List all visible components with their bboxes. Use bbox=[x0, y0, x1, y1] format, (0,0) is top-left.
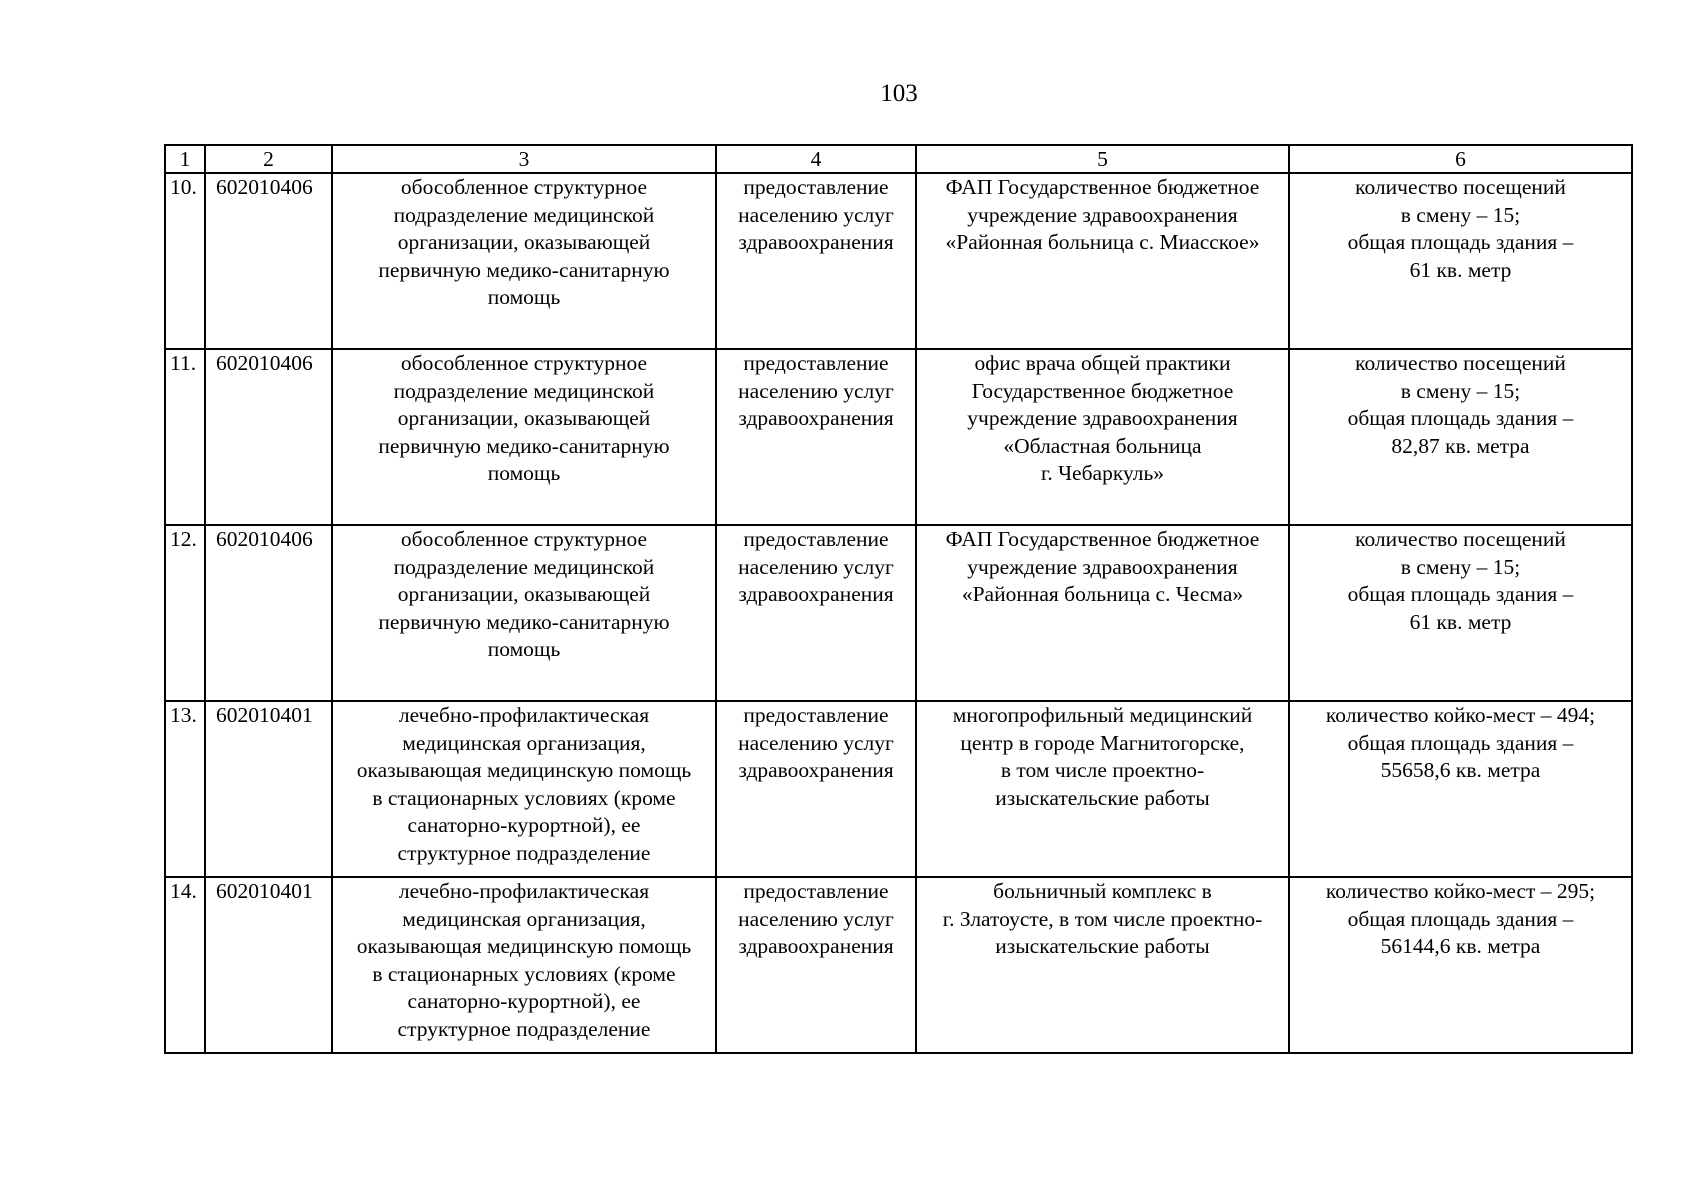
cell-text-line: офис врача общей практики bbox=[974, 351, 1231, 375]
cell-text-line: оказывающая медицинскую помощь bbox=[356, 758, 692, 782]
object-name-cell bbox=[916, 349, 1289, 525]
purpose-cell bbox=[716, 701, 916, 877]
header-cell: 6 bbox=[1289, 145, 1632, 173]
cell-text-line: предоставление bbox=[743, 175, 889, 199]
cell-text-line: помощь bbox=[487, 637, 561, 661]
object-name-cell bbox=[916, 173, 1289, 349]
code-cell: 602010406 bbox=[205, 525, 332, 701]
purpose-cell bbox=[716, 173, 916, 349]
characteristics-cell bbox=[1289, 525, 1632, 701]
cell-text-line: обособленное структурное bbox=[400, 527, 648, 551]
cell-text-line: количество посещений bbox=[1355, 527, 1566, 551]
code-cell: 602010401 bbox=[205, 877, 332, 1053]
purpose-cell bbox=[716, 877, 916, 1053]
object-type-cell bbox=[332, 877, 716, 1053]
cell-text-line: изыскательские работы bbox=[995, 785, 1210, 810]
purpose-cell bbox=[716, 525, 916, 701]
object-type-cell bbox=[332, 173, 716, 349]
cell-text-line: здравоохранения bbox=[738, 230, 894, 254]
characteristics-cell bbox=[1289, 349, 1632, 525]
code-cell: 602010406 bbox=[205, 349, 332, 525]
table-row bbox=[165, 701, 1632, 877]
cell-text-line: 56144,6 кв. метра bbox=[1380, 934, 1541, 958]
cell-text-line: в стационарных условиях (кроме bbox=[372, 785, 676, 810]
cell-text-line: 82,87 кв. метра bbox=[1391, 433, 1530, 458]
cell-text-line: санаторно-курортной), ее bbox=[407, 989, 641, 1013]
cell-text-line: Государственное бюджетное bbox=[971, 378, 1234, 403]
cell-text-line: предоставление bbox=[743, 351, 889, 375]
row-number-cell: 12. bbox=[165, 525, 205, 701]
cell-text-line: 61 кв. метр bbox=[1409, 257, 1512, 282]
object-name-cell bbox=[916, 525, 1289, 701]
table-row bbox=[165, 349, 1632, 525]
cell-text-line: первичную медико-санитарную bbox=[378, 609, 670, 634]
header-cell: 3 bbox=[332, 145, 716, 173]
purpose-cell bbox=[716, 349, 916, 525]
cell-text-line: здравоохранения bbox=[738, 582, 894, 606]
cell-text-line: структурное подразделение bbox=[397, 1016, 651, 1041]
cell-text-line: помощь bbox=[487, 285, 561, 309]
cell-text-line: предоставление bbox=[743, 527, 889, 551]
cell-text-line: структурное подразделение bbox=[397, 840, 651, 865]
cell-text-line: больничный комплекс в bbox=[993, 879, 1212, 903]
cell-text-line: населению услуг bbox=[738, 202, 894, 227]
table-header-row bbox=[165, 145, 1632, 173]
cell-text-line: организации, оказывающей bbox=[397, 582, 651, 606]
characteristics-cell bbox=[1289, 877, 1632, 1053]
page-number: 103 bbox=[880, 80, 918, 107]
header-cell: 2 bbox=[205, 145, 332, 173]
cell-text-line: «Районная больница с. Чесма» bbox=[961, 582, 1244, 606]
cell-text-line: санаторно-курортной), ее bbox=[407, 813, 641, 837]
table-row bbox=[165, 877, 1632, 1053]
characteristics-cell bbox=[1289, 701, 1632, 877]
cell-text-line: обособленное структурное bbox=[400, 351, 648, 375]
cell-text-line: помощь bbox=[487, 461, 561, 485]
cell-text-line: в том числе проектно- bbox=[1000, 758, 1205, 782]
cell-text-line: в смену – 15; bbox=[1400, 202, 1521, 227]
header-cell: 1 bbox=[165, 145, 205, 173]
cell-text-line: количество посещений bbox=[1355, 351, 1566, 375]
cell-text-line: «Районная больница с. Миасское» bbox=[945, 230, 1260, 254]
cell-text-line: 55658,6 кв. метра bbox=[1380, 758, 1541, 782]
cell-text-line: количество посещений bbox=[1355, 175, 1566, 199]
object-type-cell bbox=[332, 701, 716, 877]
code-cell: 602010401 bbox=[205, 701, 332, 877]
cell-text-line: медицинская организация, bbox=[402, 906, 646, 931]
cell-text-line: общая площадь здания – bbox=[1347, 730, 1574, 755]
cell-text-line: «Областная больница bbox=[1003, 433, 1202, 458]
header-cell: 5 bbox=[916, 145, 1289, 173]
code-cell: 602010406 bbox=[205, 173, 332, 349]
cell-text-line: в стационарных условиях (кроме bbox=[372, 961, 676, 986]
cell-text-line: подразделение медицинской bbox=[393, 554, 655, 579]
object-type-cell bbox=[332, 525, 716, 701]
cell-text-line: организации, оказывающей bbox=[397, 230, 651, 254]
objects-table bbox=[164, 144, 1633, 1054]
cell-text-line: медицинская организация, bbox=[402, 730, 646, 755]
cell-text-line: лечебно-профилактическая bbox=[398, 703, 650, 727]
cell-text-line: общая площадь здания – bbox=[1347, 406, 1574, 430]
cell-text-line: ФАП Государственное бюджетное bbox=[945, 175, 1260, 199]
cell-text-line: в смену – 15; bbox=[1400, 378, 1521, 403]
cell-text-line: г. Златоусте, в том числе проектно- bbox=[942, 906, 1263, 931]
cell-text-line: подразделение медицинской bbox=[393, 202, 655, 227]
cell-text-line: учреждение здравоохранения bbox=[967, 202, 1238, 227]
cell-text-line: населению услуг bbox=[738, 906, 894, 931]
table-row bbox=[165, 173, 1632, 349]
cell-text-line: г. Чебаркуль» bbox=[1040, 461, 1165, 485]
cell-text-line: лечебно-профилактическая bbox=[398, 879, 650, 903]
object-type-cell bbox=[332, 349, 716, 525]
cell-text-line: общая площадь здания – bbox=[1347, 906, 1574, 931]
row-number-cell: 10. bbox=[165, 173, 205, 349]
cell-text-line: здравоохранения bbox=[738, 934, 894, 958]
object-name-cell bbox=[916, 877, 1289, 1053]
characteristics-cell bbox=[1289, 173, 1632, 349]
cell-text-line: здравоохранения bbox=[738, 758, 894, 782]
cell-text-line: ФАП Государственное бюджетное bbox=[945, 527, 1260, 551]
cell-text-line: подразделение медицинской bbox=[393, 378, 655, 403]
cell-text-line: населению услуг bbox=[738, 730, 894, 755]
cell-text-line: общая площадь здания – bbox=[1347, 230, 1574, 254]
row-number-cell: 13. bbox=[165, 701, 205, 877]
object-name-cell bbox=[916, 701, 1289, 877]
cell-text-line: организации, оказывающей bbox=[397, 406, 651, 430]
cell-text-line: изыскательские работы bbox=[995, 934, 1210, 958]
cell-text-line: количество койко-мест – 494; bbox=[1325, 703, 1596, 727]
cell-text-line: в смену – 15; bbox=[1400, 554, 1521, 579]
cell-text-line: количество койко-мест – 295; bbox=[1325, 879, 1596, 903]
cell-text-line: оказывающая медицинскую помощь bbox=[356, 934, 692, 958]
cell-text-line: населению услуг bbox=[738, 554, 894, 579]
cell-text-line: предоставление bbox=[743, 879, 889, 903]
cell-text-line: первичную медико-санитарную bbox=[378, 433, 670, 458]
cell-text-line: предоставление bbox=[743, 703, 889, 727]
header-cell: 4 bbox=[716, 145, 916, 173]
cell-text-line: здравоохранения bbox=[738, 406, 894, 430]
cell-text-line: населению услуг bbox=[738, 378, 894, 403]
row-number-cell: 14. bbox=[165, 877, 205, 1053]
cell-text-line: учреждение здравоохранения bbox=[967, 554, 1238, 579]
cell-text-line: 61 кв. метр bbox=[1409, 609, 1512, 634]
cell-text-line: обособленное структурное bbox=[400, 175, 648, 199]
cell-text-line: общая площадь здания – bbox=[1347, 582, 1574, 606]
cell-text-line: первичную медико-санитарную bbox=[378, 257, 670, 282]
row-number-cell: 11. bbox=[165, 349, 205, 525]
cell-text-line: многопрофильный медицинский bbox=[952, 703, 1253, 727]
cell-text-line: центр в городе Магнитогорске, bbox=[960, 730, 1245, 755]
cell-text-line: учреждение здравоохранения bbox=[967, 406, 1238, 430]
table-row bbox=[165, 525, 1632, 701]
